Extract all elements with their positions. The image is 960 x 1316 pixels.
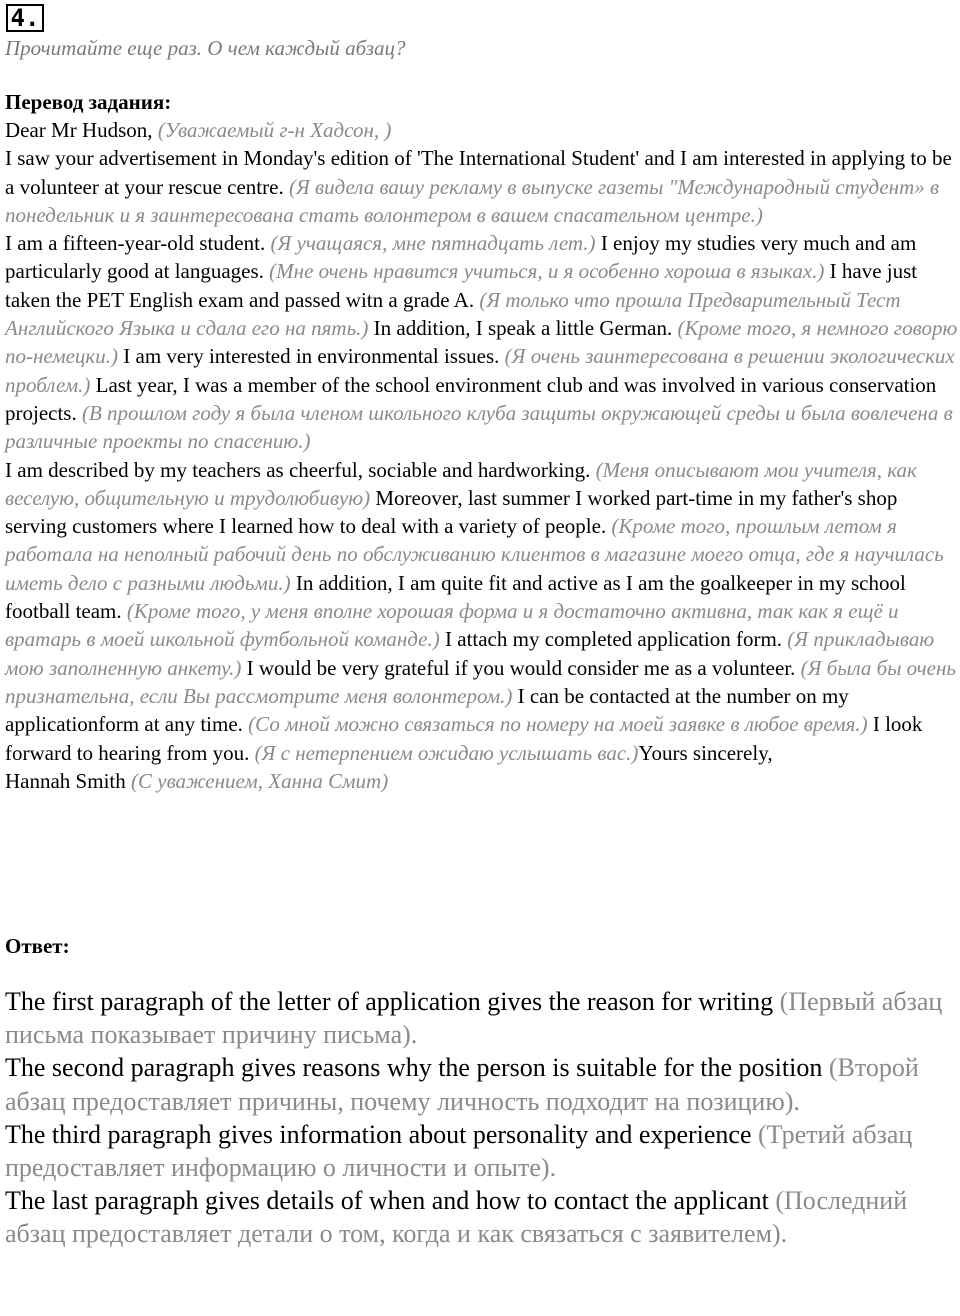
- sentence-ru: (Со мной можно связаться по номеру на моей заявке в любое время.): [248, 712, 868, 737]
- answer-item-2: [5, 1051, 950, 1117]
- answer-item-3: [5, 1118, 950, 1184]
- sentence-en: In addition, I speak a little German.: [373, 316, 673, 341]
- sentence-ru: (Я была бы очень признательна, если Вы рассмотрите меня волонтером.): [5, 655, 956, 708]
- sentence-en: Last year, I was a member of the school environment club and was involved in various conservation projects.: [5, 372, 937, 425]
- sentence-ru: (Мне очень нравится учиться, и я особенно хороша в языках.): [269, 259, 825, 284]
- answer-item-1: [5, 985, 950, 1051]
- sentence-en: I attach my completed application form.: [445, 627, 783, 652]
- sentence-en: Moreover, last summer I worked part-time in my father's shop serving customers where I learned how to deal with a variety of people.: [5, 485, 898, 539]
- answer-ru: (Второй абзац предоставляет причины, почему личность подходит на позицию).: [5, 1053, 919, 1116]
- signature-en: Hannah Smith: [5, 768, 126, 793]
- sentence-ru: (Меня описывают мои учителя, как веселую, общительную и трудолюбивую): [5, 457, 917, 510]
- letter-paragraph-2: [5, 229, 960, 455]
- sentence-en: I would be very grateful if you would consider me as a volunteer.: [246, 655, 796, 680]
- translation-heading: Перевод задания:: [5, 90, 172, 114]
- answer-ru: (Первый абзац письма показывает причину письма).: [5, 987, 943, 1050]
- sentence-en: I am very interested in environmental issues.: [123, 344, 500, 369]
- letter-translation: [5, 116, 960, 795]
- answer-en: The last paragraph gives details of when and how to contact the applicant: [5, 1186, 769, 1216]
- answer-heading: Ответ:: [5, 934, 70, 958]
- sentence: [5, 231, 596, 255]
- answer-item-4: [5, 1184, 950, 1250]
- sentence-ru: (Я прикладываю мою заполненную анкету.): [5, 627, 935, 680]
- task-instruction: Прочитайте еще раз. О чем каждый абзац?: [5, 36, 406, 60]
- closing: [638, 741, 772, 765]
- answer-ru: (Третий абзац предоставляет информацию о личности и опыте).: [5, 1119, 913, 1183]
- answer-en: The second paragraph gives reasons why the person is suitable for the position: [5, 1053, 823, 1083]
- sentence-en: I enjoy my studies very much and am particularly good at languages.: [5, 231, 917, 284]
- task-number-box: 4.: [6, 4, 44, 32]
- sentence: [5, 146, 952, 227]
- sentence-en: I can be contacted at the number on my applicationform at any time.: [5, 683, 849, 737]
- sentence-en: I look forward to hearing from you.: [5, 712, 923, 765]
- sentence: [5, 373, 953, 454]
- answer-ru: (Последний абзац предоставляет детали о том, когда и как связаться с заявителем).: [5, 1186, 908, 1249]
- letter-signature: [5, 767, 960, 795]
- letter-paragraph-3: [5, 456, 960, 767]
- sentence-ru: (Кроме того, я немного говорю по-немецки.): [5, 316, 958, 369]
- answer-en: The first paragraph of the letter of application gives the reason for writing: [5, 987, 774, 1016]
- salutation-ru: (Уважаемый г-н Хадсон, ): [157, 118, 392, 142]
- sentence-ru: (Я только что прошла Предварительный Тест Английского Языка и сдала его на пять.): [5, 287, 901, 341]
- sentence-en: I saw your advertisement in Monday's edition of 'The International Student' and I am interested in applying to be a volunteer at your rescue centre.: [5, 146, 952, 199]
- answer-en: The third paragraph gives information about personality and experience: [5, 1119, 752, 1149]
- sentence-en: I am a fifteen-year-old student.: [5, 231, 266, 256]
- sentence-ru: (Я с нетерпением ожидаю услышать вас.): [254, 740, 639, 765]
- sentence-ru: (Я видела вашу рекламу в выпуске газеты "Международный студент» в понедельник и я заинтересована стать волонтером в вашем спасательном центре.): [5, 174, 940, 227]
- sentence-ru: (В прошлом году я была членом школьного клуба защиты окружающей среды и была вовлечена в различные проекты по спасению.): [5, 400, 953, 454]
- closing-en: Yours sincerely,: [638, 740, 773, 765]
- sentence-en: In addition, I am quite fit and active as I am the goalkeeper in my school football team.: [5, 570, 906, 624]
- signature-ru: (С уважением, Ханна Смит): [131, 768, 389, 793]
- sentence-en: I have just taken the PET English exam and passed witn a grade A.: [5, 259, 918, 312]
- sentence-ru: (Я очень заинтересована в решении экологических проблем.): [5, 344, 955, 397]
- sentence-ru: (Кроме того, у меня вполне хорошая форма и я достаточно активна, так как я ещё и вратарь в моей школьной футбольной команде.): [5, 599, 899, 652]
- answer-list: [5, 985, 950, 1251]
- sentence-ru: (Кроме того, прошлым летом я работала на неполный рабочий день по обслуживанию клиентов в магазине моего отца, где я научилась иметь дело с разными людьми.): [5, 514, 944, 595]
- letter-paragraph-1: [5, 144, 960, 229]
- sentence-en: I am described by my teachers as cheerful, sociable and hardworking.: [5, 457, 591, 482]
- letter-salutation: [5, 116, 960, 144]
- salutation-en: Dear Mr Hudson,: [5, 118, 153, 142]
- sentence-ru: (Я учащаяся, мне пятнадцать лет.): [270, 231, 596, 256]
